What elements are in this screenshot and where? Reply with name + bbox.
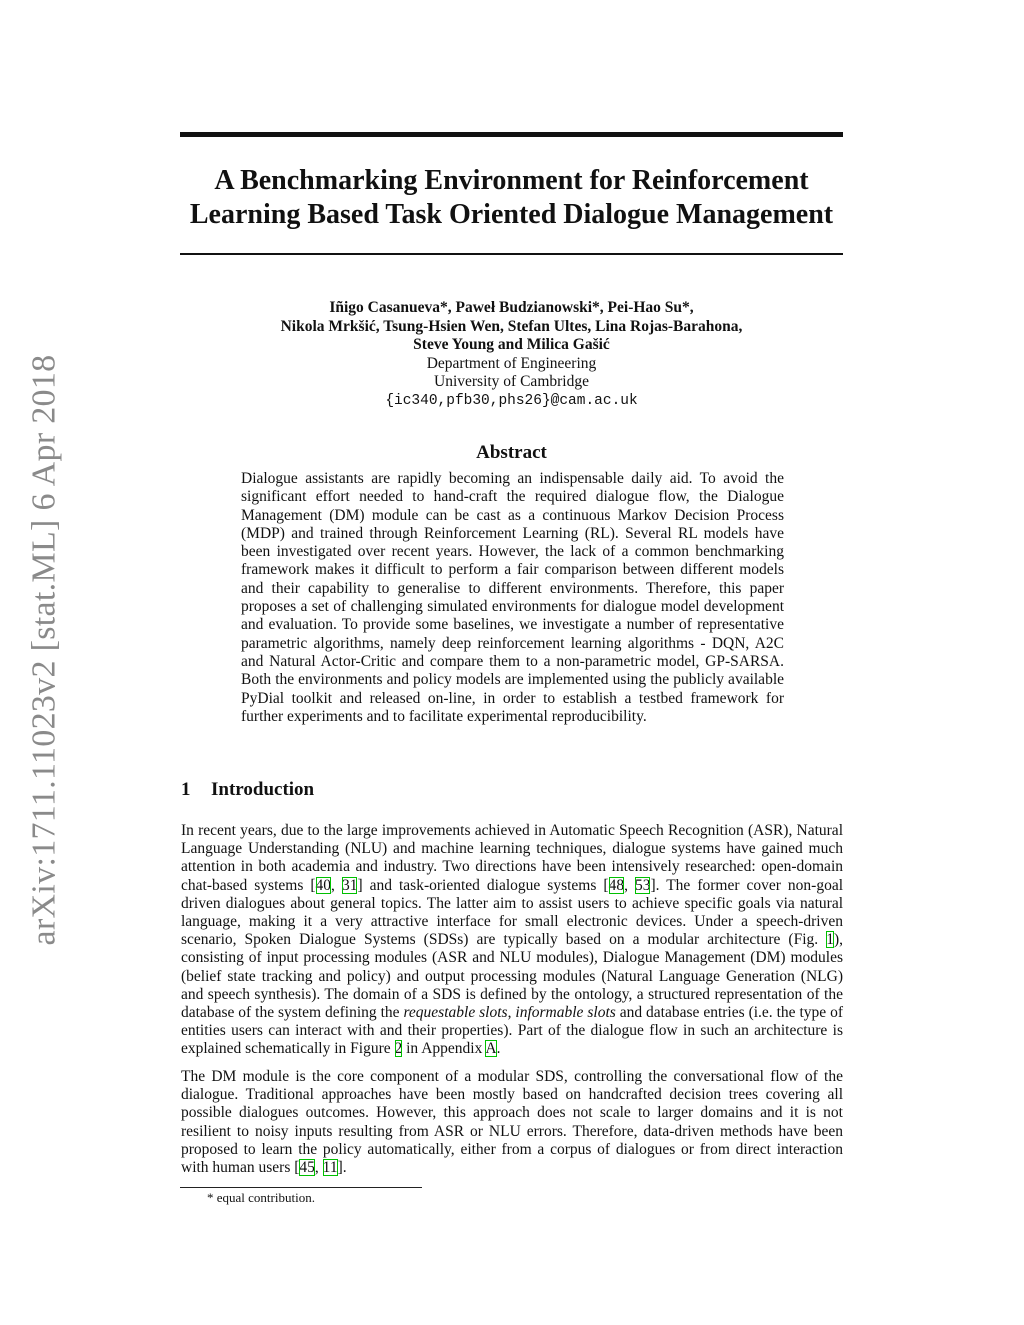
figure-reference-link[interactable]: 1 xyxy=(826,931,834,949)
para2-sep-1: , xyxy=(314,1159,323,1177)
citation-link[interactable]: 48 xyxy=(608,876,625,894)
para1-text-8: . xyxy=(496,1040,501,1058)
para1-text-7: in Appendix xyxy=(402,1040,486,1058)
abstract-text: Dialogue assistants are rapidly becoming an indispensable daily aid. To avoid the significant effort needed to hand-craft the required dialogue flow, the Dialogue Management (DM) module can be cast as a continuous Markov Decision Process (MDP) and trained through Reinforcement Learning (RL). Several RL models have been investigated over recent years. However, the lack of a common benchmarking framework makes it difficult to perform a fair comparison between different models and their capability to generalise to different environments. Therefore, this paper proposes a set of challenging simulated environments for dialogue model development and evaluation. To provide some baselines, we investigate a number of representative parametric algorithms, namely deep reinforcement learning algorithms - DQN, A2C and Natural Actor-Critic and compare them to a non-parametric model, GP-SARSA. Both the environments and policy models are implemented using the publicly available PyDial toolkit and released on-line, in order to establish a testbed framework for further experiments and to facilitate experimental reproducibility. xyxy=(241,470,784,725)
citation-link[interactable]: 45 xyxy=(299,1159,315,1177)
section-heading-introduction xyxy=(181,779,314,801)
para1-text-1: In recent years, due to the large improvements achieved in Automatic Speech Recognition (ASR), Natural Language Understanding (NLU) and machine learning techniques, dialogue systems have gained much attention in both academia and industry. Two directions have been intensively researched: open-domain chat-based systems [ xyxy=(181,822,843,894)
para1-text-3: ]. The former cover non-goal driven dialogues about general topics. The latter aim to assist users to achieve specific goals via natural language, making it a very attractive interface for small electronic devices. Under a speech-driven scenario, Spoken Dialogue Systems (SDSs) are typically based on a modular architecture (Fig. xyxy=(181,876,844,949)
para1-text-5: , xyxy=(507,1004,516,1022)
title-top-rule xyxy=(180,132,843,137)
citation-link[interactable]: 53 xyxy=(634,876,651,894)
citation-link[interactable]: 31 xyxy=(341,876,358,894)
paper-title xyxy=(150,164,873,232)
para1-text-2: ] and task-oriented dialogue systems [ xyxy=(357,876,609,894)
author-emails: {ic340,pfb30,phs26}@cam.ac.uk xyxy=(385,392,638,409)
arxiv-identifier: arXiv:1711.11023v2 [stat.ML] 6 Apr 2018 xyxy=(25,354,62,946)
title-bottom-rule xyxy=(180,253,843,255)
term-informable-slots: informable slots xyxy=(515,1004,616,1022)
figure-reference-link[interactable]: 2 xyxy=(394,1040,403,1058)
arxiv-sidebar-stamp xyxy=(14,300,74,1000)
para2-text-2: ]. xyxy=(337,1159,347,1177)
affiliation-university: University of Cambridge xyxy=(434,373,589,390)
citation-link[interactable]: 11 xyxy=(322,1159,338,1177)
para1-sep-1: , xyxy=(331,876,342,894)
term-requestable-slots: requestable slots xyxy=(403,1004,508,1022)
citation-link[interactable]: 40 xyxy=(315,876,332,894)
affiliation-department: Department of Engineering xyxy=(426,354,597,372)
abstract-heading: Abstract xyxy=(476,442,547,463)
section-number: 1 xyxy=(181,779,191,800)
intro-paragraph-2 xyxy=(181,1068,843,1177)
title-line-2: Learning Based Task Oriented Dialogue Management xyxy=(189,199,834,230)
para1-text-6: and database entries (i.e. the type of entities users can interact with and their properties). Part of the dialogue flow in such an architecture is explained schematically in Figure xyxy=(181,1004,844,1058)
para1-sep-2: , xyxy=(624,876,635,894)
title-line-1: A Benchmarking Environment for Reinforcement xyxy=(214,165,809,196)
authors-line-3: Steve Young and Milica Gašić xyxy=(413,336,610,353)
section-title: Introduction xyxy=(211,779,315,800)
footnote-equal-contribution: * equal contribution. xyxy=(207,1190,315,1205)
author-block xyxy=(150,299,873,410)
para1-text-4: ), consisting of input processing modules (ASR and NLU modules), Dialogue Management (DM) modules (belief state tracking and policy) and output processing modules (Natural Language Generation (NLG) and speech synthesis). The domain of a SDS is defined by the ontology, a structured representation of the database of the system defining the xyxy=(181,931,843,1022)
authors-line-1: Iñigo Casanueva*, Paweł Budzianowski*, Pei-Hao Su*, xyxy=(329,299,694,316)
para2-text-1: The DM module is the core component of a modular SDS, controlling the conversational flow of the dialogue. Traditional approaches have been mostly based on handcrafted decision trees covering all possible dialogues outcomes. However, this approach does not scale to larger domains and it is not resilient to noisy inputs resulting from ASR or NLU errors. Therefore, data-driven methods have been proposed to learn the policy automatically, either from a corpus of dialogues or from direct interaction with human users [ xyxy=(181,1068,843,1177)
appendix-reference-link[interactable]: A xyxy=(485,1040,497,1058)
footnote-rule xyxy=(180,1187,422,1188)
intro-paragraph-1 xyxy=(181,822,843,1059)
authors-line-2: Nikola Mrkšić, Tsung-Hsien Wen, Stefan Ultes, Lina Rojas-Barahona, xyxy=(280,317,743,335)
